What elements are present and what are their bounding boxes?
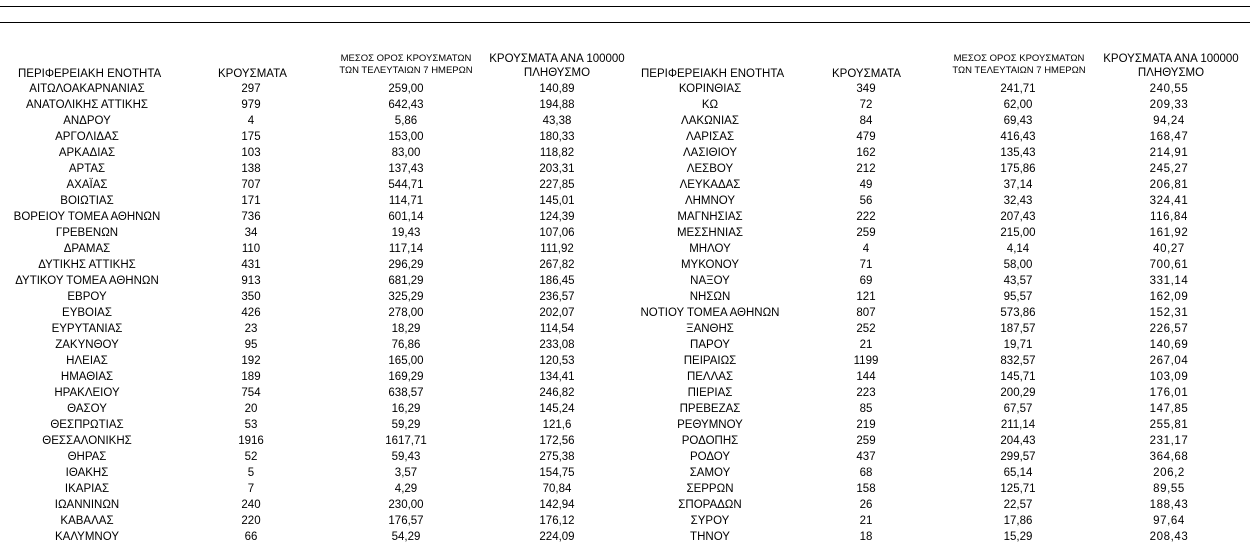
cell-cases-right: 49	[859, 179, 873, 191]
cell-avg-right: 200,29	[1000, 387, 1036, 399]
cell-cases-left: 103	[241, 147, 261, 159]
cell-region-right: ΜΑΓΝΗΣΙΑΣ	[677, 211, 743, 223]
cell-avg-left: 54,29	[391, 531, 421, 543]
cell-avg-right: 215,00	[1000, 227, 1036, 239]
cell-avg-right: 573,86	[1000, 307, 1036, 319]
cell-avg-left: 230,00	[388, 499, 424, 511]
cell-region-left: ΗΛΕΙΑΣ	[66, 355, 108, 367]
cell-avg-right: 204,43	[1000, 435, 1036, 447]
cell-region-left: ΘΕΣΠΡΩΤΙΑΣ	[50, 419, 124, 431]
cell-rate-left: 140,89	[539, 83, 575, 95]
cell-avg-left: 601,14	[388, 211, 424, 223]
cell-region-left: ΒΟΙΩΤΙΑΣ	[60, 195, 114, 207]
cell-region-left: ΑΡΚΑΔΙΑΣ	[58, 147, 116, 159]
cell-avg-left: 18,29	[391, 323, 421, 335]
cell-rate-left: 180,33	[539, 131, 575, 143]
cell-avg-left: 169,29	[388, 371, 424, 383]
cell-region-left: ΔΥΤΙΚΗΣ ΑΤΤΙΚΗΣ	[38, 259, 136, 271]
cell-cases-right: 162	[856, 147, 876, 159]
cell-region-left: ΔΡΑΜΑΣ	[63, 243, 111, 255]
cell-avg-left: 642,43	[388, 99, 424, 111]
cell-cases-left: 171	[241, 195, 261, 207]
cell-cases-left: 240	[241, 499, 261, 511]
cell-region-right: ΡΟΔΟΠΗΣ	[681, 435, 739, 447]
cell-cases-right: 212	[856, 163, 876, 175]
cell-cases-right: 69	[859, 275, 873, 287]
cell-avg-left: 76,86	[391, 339, 421, 351]
table-row	[0, 257, 1250, 273]
cell-avg-right: 65,14	[1003, 467, 1033, 479]
cell-rate-right: 255,81	[1149, 419, 1189, 431]
cell-region-left: ΒΟΡΕΙΟΥ ΤΟΜΕΑ ΑΘΗΝΩΝ	[13, 211, 161, 223]
table-row	[0, 385, 1250, 401]
cell-cases-right: 56	[859, 195, 873, 207]
cell-cases-left: 175	[241, 131, 261, 143]
cell-region-left: ΙΚΑΡΙΑΣ	[64, 483, 110, 495]
table-row	[0, 369, 1250, 385]
cell-cases-left: 53	[244, 419, 258, 431]
cell-cases-left: 297	[241, 83, 261, 95]
cell-region-right: ΚΟΡΙΝΘΙΑΣ	[678, 83, 742, 95]
cell-rate-left: 202,07	[539, 307, 575, 319]
cell-region-right: ΛΕΥΚΑΔΑΣ	[679, 179, 741, 191]
cell-rate-right: 364,68	[1149, 451, 1189, 463]
cell-avg-right: 4,14	[1006, 243, 1030, 255]
cell-rate-left: 236,57	[539, 291, 575, 303]
cell-region-right: ΣΑΜΟΥ	[689, 467, 731, 479]
cell-rate-left: 118,82	[539, 147, 575, 159]
cell-avg-left: 638,57	[388, 387, 424, 399]
cell-region-left: ΚΑΛΥΜΝΟΥ	[55, 531, 119, 543]
cell-rate-left: 70,84	[542, 483, 572, 495]
cell-cases-right: 219	[856, 419, 876, 431]
cell-cases-right: 479	[856, 131, 876, 143]
table-row	[0, 97, 1250, 113]
cell-region-right: ΤΗΝΟΥ	[690, 531, 730, 543]
cell-region-right: ΣΕΡΡΩΝ	[686, 483, 734, 495]
cell-cases-left: 138	[241, 163, 261, 175]
cell-region-right: ΛΑΚΩΝΙΑΣ	[681, 115, 739, 127]
cell-region-right: ΝΑΞΟΥ	[690, 275, 730, 287]
cell-avg-left: 19,43	[391, 227, 421, 239]
cell-cases-left: 7	[247, 483, 255, 495]
cell-avg-left: 176,57	[388, 515, 424, 527]
cell-cases-right: 21	[859, 339, 873, 351]
cell-rate-left: 107,06	[539, 227, 575, 239]
cell-cases-left: 431	[241, 259, 261, 271]
cell-avg-left: 278,00	[388, 307, 424, 319]
cell-rate-left: 275,38	[539, 451, 575, 463]
cell-region-left: ΘΕΣΣΑΛΟΝΙΚΗΣ	[42, 435, 132, 447]
cell-avg-left: 165,00	[388, 355, 424, 367]
cell-avg-right: 187,57	[1000, 323, 1036, 335]
cell-region-right: ΛΕΣΒΟΥ	[686, 163, 734, 175]
header-rate-right-line1: ΚΡΟΥΣΜΑΤΑ ΑΝΑ 100000	[1103, 53, 1239, 65]
table-row	[0, 321, 1250, 337]
cell-region-right: ΠΕΙΡΑΙΩΣ	[683, 355, 737, 367]
cell-rate-left: 176,12	[539, 515, 575, 527]
cell-avg-left: 4,29	[394, 483, 418, 495]
cell-avg-right: 211,14	[1000, 419, 1036, 431]
cell-rate-right: 40,27	[1153, 243, 1185, 255]
cell-avg-left: 1617,71	[385, 435, 427, 447]
cell-region-right: ΠΕΛΛΑΣ	[686, 371, 734, 383]
cell-avg-right: 241,71	[1000, 83, 1036, 95]
cell-rate-left: 43,38	[542, 115, 572, 127]
cell-cases-right: 158	[856, 483, 876, 495]
cell-cases-left: 189	[241, 371, 261, 383]
cell-rate-right: 168,47	[1149, 131, 1189, 143]
cell-cases-left: 220	[241, 515, 261, 527]
cell-rate-left: 186,45	[539, 275, 575, 287]
cell-avg-right: 135,43	[1000, 147, 1036, 159]
cell-cases-right: 807	[856, 307, 876, 319]
cell-avg-left: 3,57	[394, 467, 418, 479]
cell-region-left: ΘΑΣΟΥ	[67, 403, 107, 415]
cell-region-left: ΚΑΒΑΛΑΣ	[60, 515, 114, 527]
cell-rate-right: 89,55	[1153, 483, 1185, 495]
cell-cases-left: 5	[247, 467, 255, 479]
header-cases-left: ΚΡΟΥΣΜΑΤΑ	[218, 68, 287, 80]
header-avg-left-line1: ΜΕΣΟΣ ΟΡΟΣ ΚΡΟΥΣΜΑΤΩΝ	[340, 53, 472, 64]
header-avg-right-line1: ΜΕΣΟΣ ΟΡΟΣ ΚΡΟΥΣΜΑΤΩΝ	[953, 53, 1085, 64]
cell-rate-right: 324,41	[1149, 195, 1189, 207]
cell-cases-left: 736	[241, 211, 261, 223]
cell-region-right: ΡΟΔΟΥ	[689, 451, 731, 463]
table-row	[0, 433, 1250, 449]
cell-avg-left: 59,29	[391, 419, 421, 431]
cell-avg-right: 832,57	[1000, 355, 1036, 367]
cell-rate-right: 147,85	[1149, 403, 1189, 415]
cell-avg-right: 32,43	[1003, 195, 1033, 207]
cell-cases-right: 437	[856, 451, 876, 463]
cell-avg-right: 145,71	[1000, 371, 1036, 383]
cell-region-left: ΕΥΒΟΙΑΣ	[62, 307, 112, 319]
cell-cases-left: 426	[241, 307, 261, 319]
cell-region-left: ΑΝΔΡΟΥ	[63, 115, 111, 127]
cell-rate-right: 226,57	[1149, 323, 1189, 335]
cell-avg-right: 175,86	[1000, 163, 1036, 175]
cell-cases-right: 259	[856, 227, 876, 239]
cell-cases-right: 1199	[853, 355, 879, 367]
cell-cases-left: 52	[244, 451, 258, 463]
cell-region-left: ΙΘΑΚΗΣ	[65, 467, 109, 479]
cell-region-right: ΜΥΚΟΝΟΥ	[680, 259, 740, 271]
table-row	[0, 161, 1250, 177]
cell-region-left: ΑΧΑΪΑΣ	[66, 179, 108, 191]
cell-avg-left: 5,86	[394, 115, 418, 127]
cell-region-left: ΖΑΚΥΝΘΟΥ	[55, 339, 119, 351]
table-row	[0, 353, 1250, 369]
cell-region-left: ΑΙΤΩΛΟΑΚΑΡΝΑΝΙΑΣ	[29, 83, 145, 95]
cell-avg-left: 137,43	[388, 163, 424, 175]
cell-cases-right: 121	[856, 291, 876, 303]
cell-rate-left: 233,08	[539, 339, 575, 351]
cell-avg-right: 43,57	[1003, 275, 1033, 287]
header-avg-right	[949, 53, 1089, 77]
cell-avg-right: 19,71	[1003, 339, 1033, 351]
cell-region-left: ΘΗΡΑΣ	[67, 451, 107, 463]
table-row	[0, 449, 1250, 465]
cell-rate-left: 227,85	[539, 179, 575, 191]
cell-rate-right: 331,14	[1149, 275, 1189, 287]
cell-region-left: ΙΩΑΝΝΙΝΩΝ	[54, 499, 120, 511]
cell-rate-left: 111,92	[540, 243, 574, 255]
table-row	[0, 497, 1250, 513]
cell-region-left: ΗΡΑΚΛΕΙΟΥ	[54, 387, 120, 399]
cell-cases-left: 913	[241, 275, 261, 287]
cell-cases-right: 18	[859, 531, 873, 543]
cell-cases-right: 222	[856, 211, 876, 223]
header-region-right: ΠΕΡΙΦΕΡΕΙΑΚΗ ΕΝΟΤΗΤΑ	[641, 68, 785, 80]
cell-cases-right: 4	[862, 243, 870, 255]
cell-cases-left: 754	[241, 387, 261, 399]
cell-avg-right: 22,57	[1003, 499, 1033, 511]
cell-rate-left: 224,09	[539, 531, 575, 543]
cell-cases-right: 72	[859, 99, 873, 111]
table-row	[0, 529, 1250, 545]
table-row	[0, 513, 1250, 529]
cell-avg-right: 15,29	[1003, 531, 1033, 543]
cell-rate-right: 140,69	[1149, 339, 1189, 351]
cell-region-left: ΕΥΡΥΤΑΝΙΑΣ	[51, 323, 123, 335]
table-row	[0, 417, 1250, 433]
cell-rate-right: 103,09	[1149, 371, 1189, 383]
cell-region-right: ΛΑΡΙΣΑΣ	[685, 131, 735, 143]
cell-rate-left: 267,82	[539, 259, 575, 271]
cell-rate-right: 162,09	[1149, 291, 1189, 303]
cell-region-left: ΑΝΑΤΟΛΙΚΗΣ ΑΤΤΙΚΗΣ	[25, 99, 149, 111]
cell-rate-right: 209,33	[1149, 99, 1189, 111]
table-row	[0, 465, 1250, 481]
header-avg-left	[336, 53, 476, 77]
cell-cases-right: 259	[856, 435, 876, 447]
cell-cases-right: 26	[859, 499, 873, 511]
top-rule	[0, 6, 1250, 7]
cell-region-left: ΓΡΕΒΕΝΩΝ	[55, 227, 119, 239]
cell-cases-left: 1916	[238, 435, 264, 447]
cell-rate-left: 145,01	[539, 195, 575, 207]
cell-rate-left: 120,53	[539, 355, 575, 367]
cell-rate-left: 246,82	[539, 387, 575, 399]
cell-region-right: ΛΗΜΝΟΥ	[684, 195, 736, 207]
cell-avg-left: 114,71	[388, 195, 424, 207]
cell-rate-right: 231,17	[1149, 435, 1189, 447]
cell-cases-right: 21	[859, 515, 873, 527]
cell-rate-right: 94,24	[1153, 115, 1185, 127]
table-row	[0, 225, 1250, 241]
cell-region-left: ΕΒΡΟΥ	[67, 291, 107, 303]
cell-rate-left: 121,6	[542, 419, 572, 431]
cell-cases-right: 144	[856, 371, 876, 383]
header-avg-right-line2: ΤΩΝ ΤΕΛΕΥΤΑΙΩΝ 7 ΗΜΕΡΩΝ	[952, 65, 1086, 76]
cell-cases-left: 4	[247, 115, 255, 127]
table-row	[0, 113, 1250, 129]
cell-rate-right: 700,61	[1149, 259, 1189, 271]
table-row	[0, 305, 1250, 321]
cell-cases-right: 71	[859, 259, 873, 271]
header-cases-right: ΚΡΟΥΣΜΑΤΑ	[832, 68, 901, 80]
cell-rate-right: 245,27	[1149, 163, 1189, 175]
cell-cases-right: 85	[859, 403, 873, 415]
cell-cases-left: 192	[241, 355, 261, 367]
cell-avg-left: 16,29	[391, 403, 421, 415]
cell-rate-right: 206,81	[1149, 179, 1189, 191]
cell-cases-left: 66	[244, 531, 258, 543]
cell-rate-left: 142,94	[539, 499, 575, 511]
cell-avg-left: 117,14	[388, 243, 424, 255]
cell-cases-left: 34	[244, 227, 258, 239]
header-rate-right	[1098, 52, 1244, 80]
cell-avg-right: 62,00	[1003, 99, 1033, 111]
table-row	[0, 145, 1250, 161]
header-rate-left	[484, 52, 630, 80]
cell-avg-left: 153,00	[388, 131, 424, 143]
table-row	[0, 273, 1250, 289]
cell-cases-right: 349	[856, 83, 876, 95]
cell-region-right: ΠΑΡΟΥ	[690, 339, 730, 351]
cell-avg-right: 125,71	[1000, 483, 1036, 495]
cell-rate-left: 124,39	[539, 211, 575, 223]
cell-avg-right: 17,86	[1003, 515, 1033, 527]
cell-cases-right: 223	[856, 387, 876, 399]
table-row	[0, 337, 1250, 353]
header-avg-left-line2: ΤΩΝ ΤΕΛΕΥΤΑΙΩΝ 7 ΗΜΕΡΩΝ	[339, 65, 473, 76]
cell-rate-left: 145,24	[539, 403, 575, 415]
cell-rate-right: 267,04	[1149, 355, 1189, 367]
cell-region-right: ΛΑΣΙΘΙΟΥ	[682, 147, 738, 159]
table-row	[0, 193, 1250, 209]
cell-rate-right: 116,84	[1150, 211, 1188, 223]
cell-rate-left: 134,41	[539, 371, 575, 383]
cell-region-right: ΜΗΛΟΥ	[689, 243, 731, 255]
cell-region-right: ΠΡΕΒΕΖΑΣ	[679, 403, 741, 415]
cell-cases-left: 979	[241, 99, 261, 111]
cell-cases-right: 84	[859, 115, 873, 127]
header-rate-right-line2: ΠΛΗΘΥΣΜΟ	[1137, 67, 1205, 79]
cell-avg-left: 259,00	[388, 83, 424, 95]
cell-region-right: ΠΙΕΡΙΑΣ	[687, 387, 733, 399]
cell-region-right: ΜΕΣΣΗΝΙΑΣ	[676, 227, 744, 239]
cell-region-left: ΔΥΤΙΚΟΥ ΤΟΜΕΑ ΑΘΗΝΩΝ	[15, 275, 159, 287]
cell-rate-left: 194,88	[539, 99, 575, 111]
cell-region-right: ΝΟΤΙΟΥ ΤΟΜΕΑ ΑΘΗΝΩΝ	[640, 307, 780, 319]
cell-rate-left: 203,31	[539, 163, 575, 175]
table-row	[0, 241, 1250, 257]
header-rate-left-line2: ΠΛΗΘΥΣΜΟ	[523, 67, 591, 79]
table-row	[0, 481, 1250, 497]
cell-rate-right: 97,64	[1153, 515, 1185, 527]
cell-rate-right: 206,2	[1153, 467, 1185, 479]
cell-avg-right: 69,43	[1003, 115, 1033, 127]
table-row	[0, 209, 1250, 225]
table-row	[0, 81, 1250, 97]
cell-region-left: ΑΡΤΑΣ	[68, 163, 106, 175]
cell-avg-right: 299,57	[1000, 451, 1036, 463]
cell-avg-left: 325,29	[388, 291, 424, 303]
cell-region-right: ΡΕΘΥΜΝΟΥ	[677, 419, 743, 431]
cell-avg-left: 296,29	[388, 259, 424, 271]
cell-region-right: ΣΠΟΡΑΔΩΝ	[678, 499, 742, 511]
cell-region-left: ΗΜΑΘΙΑΣ	[60, 371, 114, 383]
cell-rate-right: 161,92	[1149, 227, 1189, 239]
cell-region-right: ΝΗΣΩΝ	[689, 291, 731, 303]
header-rule	[0, 22, 1250, 23]
cell-cases-left: 95	[244, 339, 258, 351]
cell-region-right: ΣΥΡΟΥ	[690, 515, 730, 527]
cell-region-right: ΚΩ	[701, 99, 719, 111]
cell-rate-left: 172,56	[539, 435, 575, 447]
table-row	[0, 129, 1250, 145]
cell-cases-left: 23	[244, 323, 258, 335]
cell-avg-right: 67,57	[1003, 403, 1033, 415]
header-rate-left-line1: ΚΡΟΥΣΜΑΤΑ ΑΝΑ 100000	[489, 53, 625, 65]
cell-avg-left: 681,29	[388, 275, 424, 287]
table-row	[0, 401, 1250, 417]
cell-cases-left: 20	[244, 403, 258, 415]
header-region-left: ΠΕΡΙΦΕΡΕΙΑΚΗ ΕΝΟΤΗΤΑ	[18, 68, 162, 80]
cell-rate-left: 154,75	[539, 467, 575, 479]
cell-avg-right: 207,43	[1000, 211, 1036, 223]
cell-rate-right: 208,43	[1149, 531, 1189, 543]
cell-cases-left: 350	[241, 291, 261, 303]
cell-rate-right: 240,55	[1149, 83, 1189, 95]
cell-avg-left: 544,71	[388, 179, 424, 191]
cell-rate-left: 114,54	[539, 323, 575, 335]
cell-cases-right: 252	[856, 323, 876, 335]
cell-avg-left: 59,43	[391, 451, 421, 463]
cell-cases-left: 110	[241, 243, 261, 255]
cell-avg-left: 83,00	[391, 147, 421, 159]
table-row	[0, 289, 1250, 305]
cell-cases-left: 707	[241, 179, 261, 191]
cell-rate-right: 214,91	[1149, 147, 1189, 159]
cell-region-right: ΞΑΝΘΗΣ	[686, 323, 734, 335]
cell-avg-right: 95,57	[1003, 291, 1033, 303]
cell-cases-right: 68	[859, 467, 873, 479]
cell-avg-right: 37,14	[1003, 179, 1033, 191]
table-body	[0, 81, 1250, 545]
cell-avg-right: 416,43	[1000, 131, 1036, 143]
cell-region-left: ΑΡΓΟΛΙΔΑΣ	[55, 131, 119, 143]
table-row	[0, 177, 1250, 193]
cell-rate-right: 176,01	[1149, 387, 1189, 399]
cell-rate-right: 188,43	[1149, 499, 1189, 511]
cell-avg-right: 58,00	[1003, 259, 1033, 271]
cell-rate-right: 152,31	[1149, 307, 1189, 319]
